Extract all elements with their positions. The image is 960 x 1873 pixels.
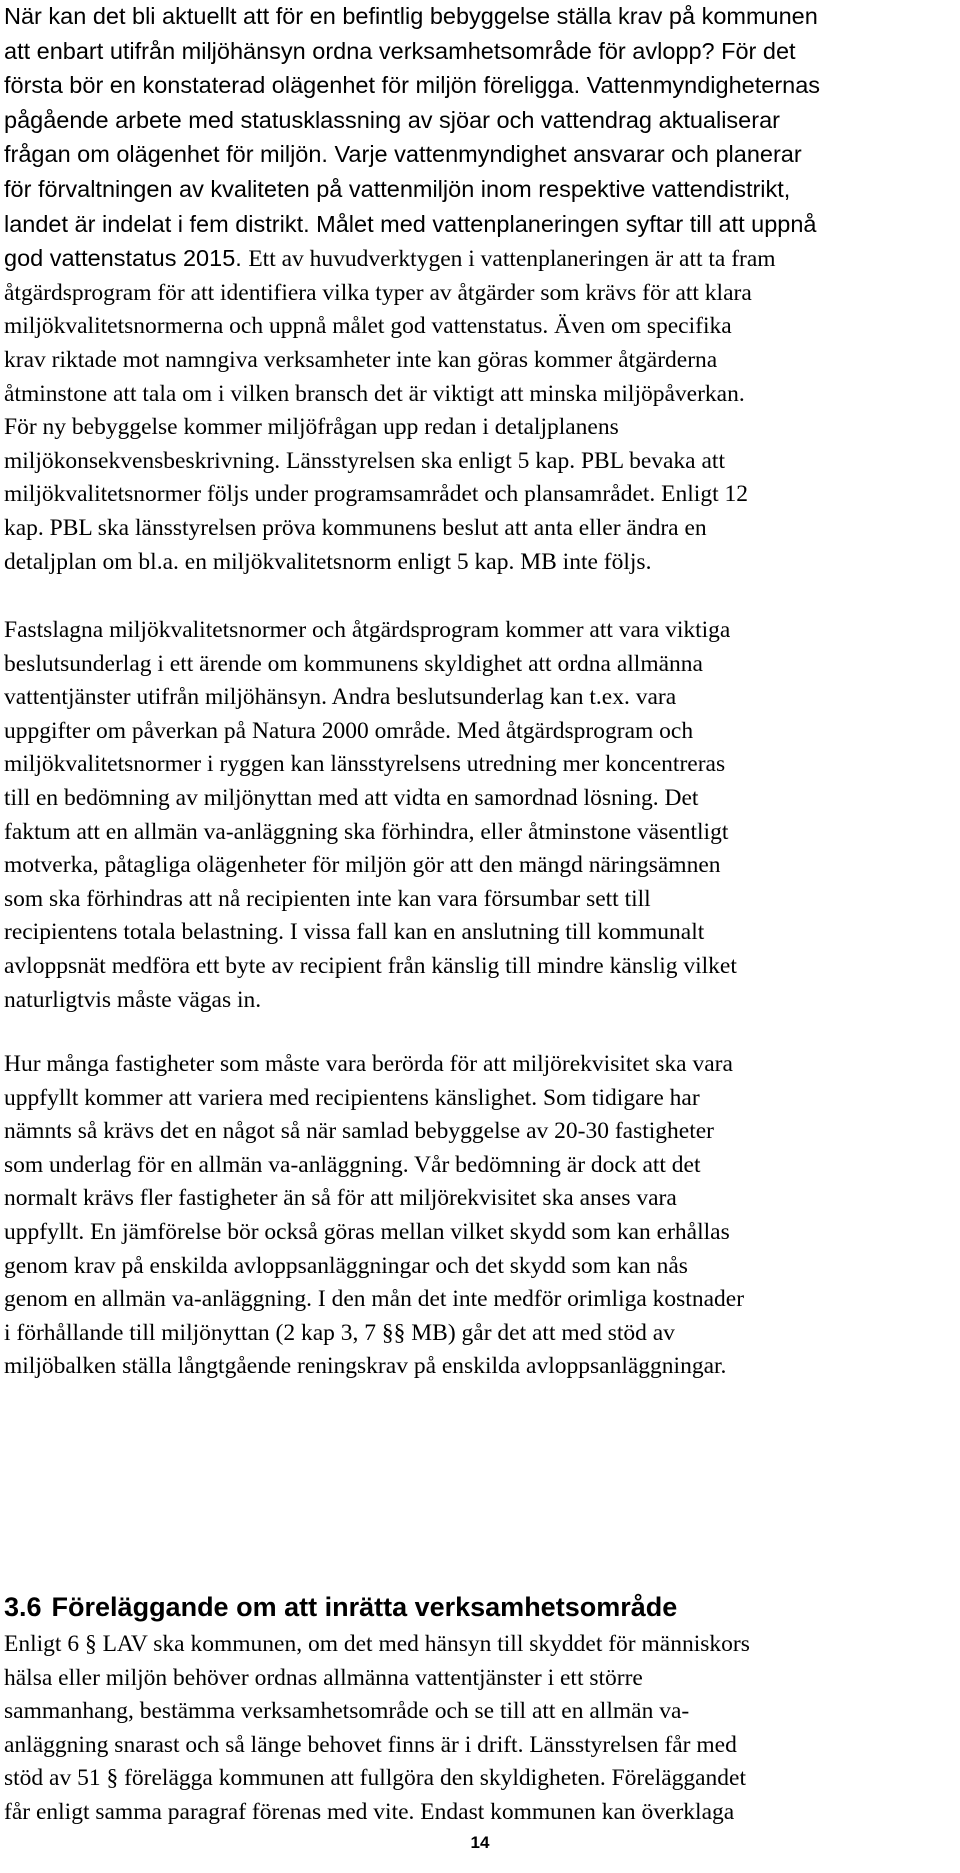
text-line (4, 614, 948, 648)
text-run: När kan det bli aktuellt att för en befintlig bebyggelse ställa krav på kommunen (4, 3, 818, 29)
text-line (4, 816, 948, 850)
text-line (4, 1762, 948, 1796)
text-run: sammanhang, bestämma verksamhetsområde och se till att en allmän va- (4, 1698, 690, 1725)
text-run: uppgifter om påverkan på Natura 2000 område. Med åtgärdsprogram och (4, 717, 694, 744)
text-line (4, 916, 948, 950)
text-line (4, 648, 948, 682)
text-line (4, 310, 948, 344)
paragraph-1 (4, 0, 948, 579)
text-line (4, 1796, 948, 1830)
paragraph-2 (4, 614, 948, 1017)
section-number: 3.6 (4, 1592, 42, 1622)
text-run: god vattenstatus 2015. (4, 245, 249, 272)
text-run: recipientens totala belastning. I vissa fall kan en anslutning till kommunalt (4, 919, 705, 946)
text-run: i förhållande till miljönyttan (2 kap 3, 7 §§ MB) går det att med stöd av (4, 1319, 675, 1346)
text-run: första bör en konstaterad olägenhet för miljön föreligga. Vattenmyndigheternas (4, 72, 821, 99)
paragraph-4 (4, 1628, 948, 1830)
text-run: Ett av huvudverktygen i vattenplaneringen är att ta fram (248, 246, 776, 273)
text-run: som ska förhindras att nå recipienten inte kan vara försumbar sett till (4, 885, 651, 912)
text-run: anläggning snarast och så länge behovet finns är i drift. Länsstyrelsen får med (4, 1731, 737, 1758)
text-run: Fastslagna miljökvalitetsnormer och åtgärdsprogram kommer att vara viktiga (4, 617, 731, 643)
text-line (4, 1250, 948, 1284)
text-run: Hur många fastigheter som måste vara berörda för att miljörekvisitet ska vara (4, 1051, 733, 1077)
text-line (4, 1350, 948, 1384)
text-line (4, 344, 948, 378)
text-run: miljöbalken ställa långtgående reningskrav på enskilda avloppsanläggningar. (4, 1353, 727, 1380)
text-run: krav riktade mot namngiva verksamheter inte kan göras kommer åtgärderna (4, 346, 718, 373)
section-heading (4, 1590, 677, 1624)
text-run: beslutsunderlag i ett ärende om kommunens skyldighet att ordna allmänna (4, 650, 703, 677)
section-title: Föreläggande om att inrätta verksamhetsområde (51, 1592, 678, 1622)
text-run: miljökvalitetsnormer följs under programsamrådet och plansamrådet. Enligt 12 (4, 481, 748, 508)
text-run: landet är indelat i fem distrikt. Målet med vattenplaneringen syftar till att uppnå (4, 210, 817, 237)
text-run: Enligt 6 § LAV ska kommunen, om det med hänsyn till skyddet för människors (4, 1631, 750, 1657)
text-line (4, 173, 948, 208)
text-line (4, 950, 948, 984)
text-line (4, 1082, 948, 1116)
text-run: för förvaltningen av kvaliteten på vattenmiljön inom respektive vattendistrikt, (4, 175, 791, 202)
text-line (4, 1662, 948, 1696)
text-run: genom krav på enskilda avloppsanläggningar och det skydd som kan nås (4, 1252, 688, 1279)
text-line (4, 242, 948, 277)
text-run: till en bedömning av miljönyttan med att vidta en samordnad lösning. Det (4, 784, 699, 811)
text-run: naturligtvis måste vägas in. (4, 986, 262, 1013)
text-line (4, 1729, 948, 1763)
text-run: kap. PBL ska länsstyrelsen pröva kommunens beslut att anta eller ändra en (4, 514, 707, 541)
text-run: avloppsnät medföra ett byte av recipient från känslig till mindre känslig vilket (4, 952, 737, 979)
text-line (4, 1283, 948, 1317)
text-line (4, 104, 948, 139)
text-line (4, 715, 948, 749)
text-run: miljökvalitetsnormer i ryggen kan länsstyrelsens utredning mer koncentreras (4, 751, 726, 778)
text-line (4, 1149, 948, 1183)
text-run: att enbart utifrån miljöhänsyn ordna verksamhetsområde för avlopp? För det (4, 37, 796, 64)
text-run: För ny bebyggelse kommer miljöfrågan upp redan i detaljplanens (4, 414, 619, 441)
text-line (4, 512, 948, 546)
text-line (4, 1695, 948, 1729)
text-line (4, 1628, 948, 1662)
text-run: åtminstone att tala om i vilken bransch det är viktigt att minska miljöpåverkan. (4, 380, 745, 407)
text-line (4, 208, 948, 243)
page-number: 14 (470, 1833, 490, 1852)
text-line (4, 1115, 948, 1149)
text-line (4, 1048, 948, 1082)
text-line (4, 0, 948, 35)
text-line (4, 1216, 948, 1250)
text-line (4, 445, 948, 479)
text-line (4, 782, 948, 816)
text-run: som underlag för en allmän va-anläggning. Vår bedömning är dock att det (4, 1151, 701, 1178)
text-run: motverka, påtagliga olägenheter för miljön gör att den mängd näringsämnen (4, 852, 721, 879)
text-run: normalt krävs fler fastigheter än så för att miljörekvisitet ska anses vara (4, 1185, 677, 1212)
text-line (4, 69, 948, 104)
text-run: åtgärdsprogram för att identifiera vilka typer av åtgärder som krävs för att klara (4, 279, 752, 306)
text-line (4, 883, 948, 917)
text-line (4, 411, 948, 445)
text-line (4, 1317, 948, 1351)
text-run: frågan om olägenhet för miljön. Varje vattenmyndighet ansvarar och planerar (4, 141, 802, 168)
text-run: hälsa eller miljön behöver ordnas allmänna vattentjänster i ett större (4, 1664, 643, 1691)
text-line (4, 1182, 948, 1216)
text-line (4, 35, 948, 70)
text-line (4, 478, 948, 512)
text-run: genom en allmän va-anläggning. I den mån det inte medför orimliga kostnader (4, 1286, 745, 1313)
text-run: uppfyllt kommer att variera med recipientens känslighet. Som tidigare har (4, 1084, 700, 1111)
text-run: faktum att en allmän va-anläggning ska förhindra, eller åtminstone väsentligt (4, 818, 729, 845)
text-run: nämnts så krävs det en något så när samlad bebyggelse av 20-30 fastigheter (4, 1118, 715, 1145)
text-run: miljökonsekvensbeskrivning. Länsstyrelsen ska enligt 5 kap. PBL bevaka att (4, 447, 725, 474)
text-line (4, 748, 948, 782)
text-run: miljökvalitetsnormerna och uppnå målet god vattenstatus. Även om specifika (4, 313, 732, 340)
text-line (4, 546, 948, 580)
text-run: pågående arbete med statusklassning av sjöar och vattendrag aktualiserar (4, 106, 780, 133)
text-run: vattentjänster utifrån miljöhänsyn. Andra beslutsunderlag kan t.ex. vara (4, 684, 677, 711)
paragraph-3 (4, 1048, 948, 1384)
text-line (4, 849, 948, 883)
text-run: uppfyllt. En jämförelse bör också göras mellan vilket skydd som kan erhållas (4, 1218, 730, 1245)
text-run: stöd av 51 § förelägga kommunen att fullgöra den skyldigheten. Föreläggandet (4, 1765, 747, 1792)
text-line (4, 681, 948, 715)
text-line (4, 277, 948, 311)
text-line (4, 984, 948, 1018)
text-line (4, 378, 948, 412)
text-run: får enligt samma paragraf förenas med vite. Endast kommunen kan överklaga (4, 1798, 735, 1825)
text-run: detaljplan om bl.a. en miljökvalitetsnorm enligt 5 kap. MB inte följs. (4, 548, 652, 575)
text-line (4, 138, 948, 173)
